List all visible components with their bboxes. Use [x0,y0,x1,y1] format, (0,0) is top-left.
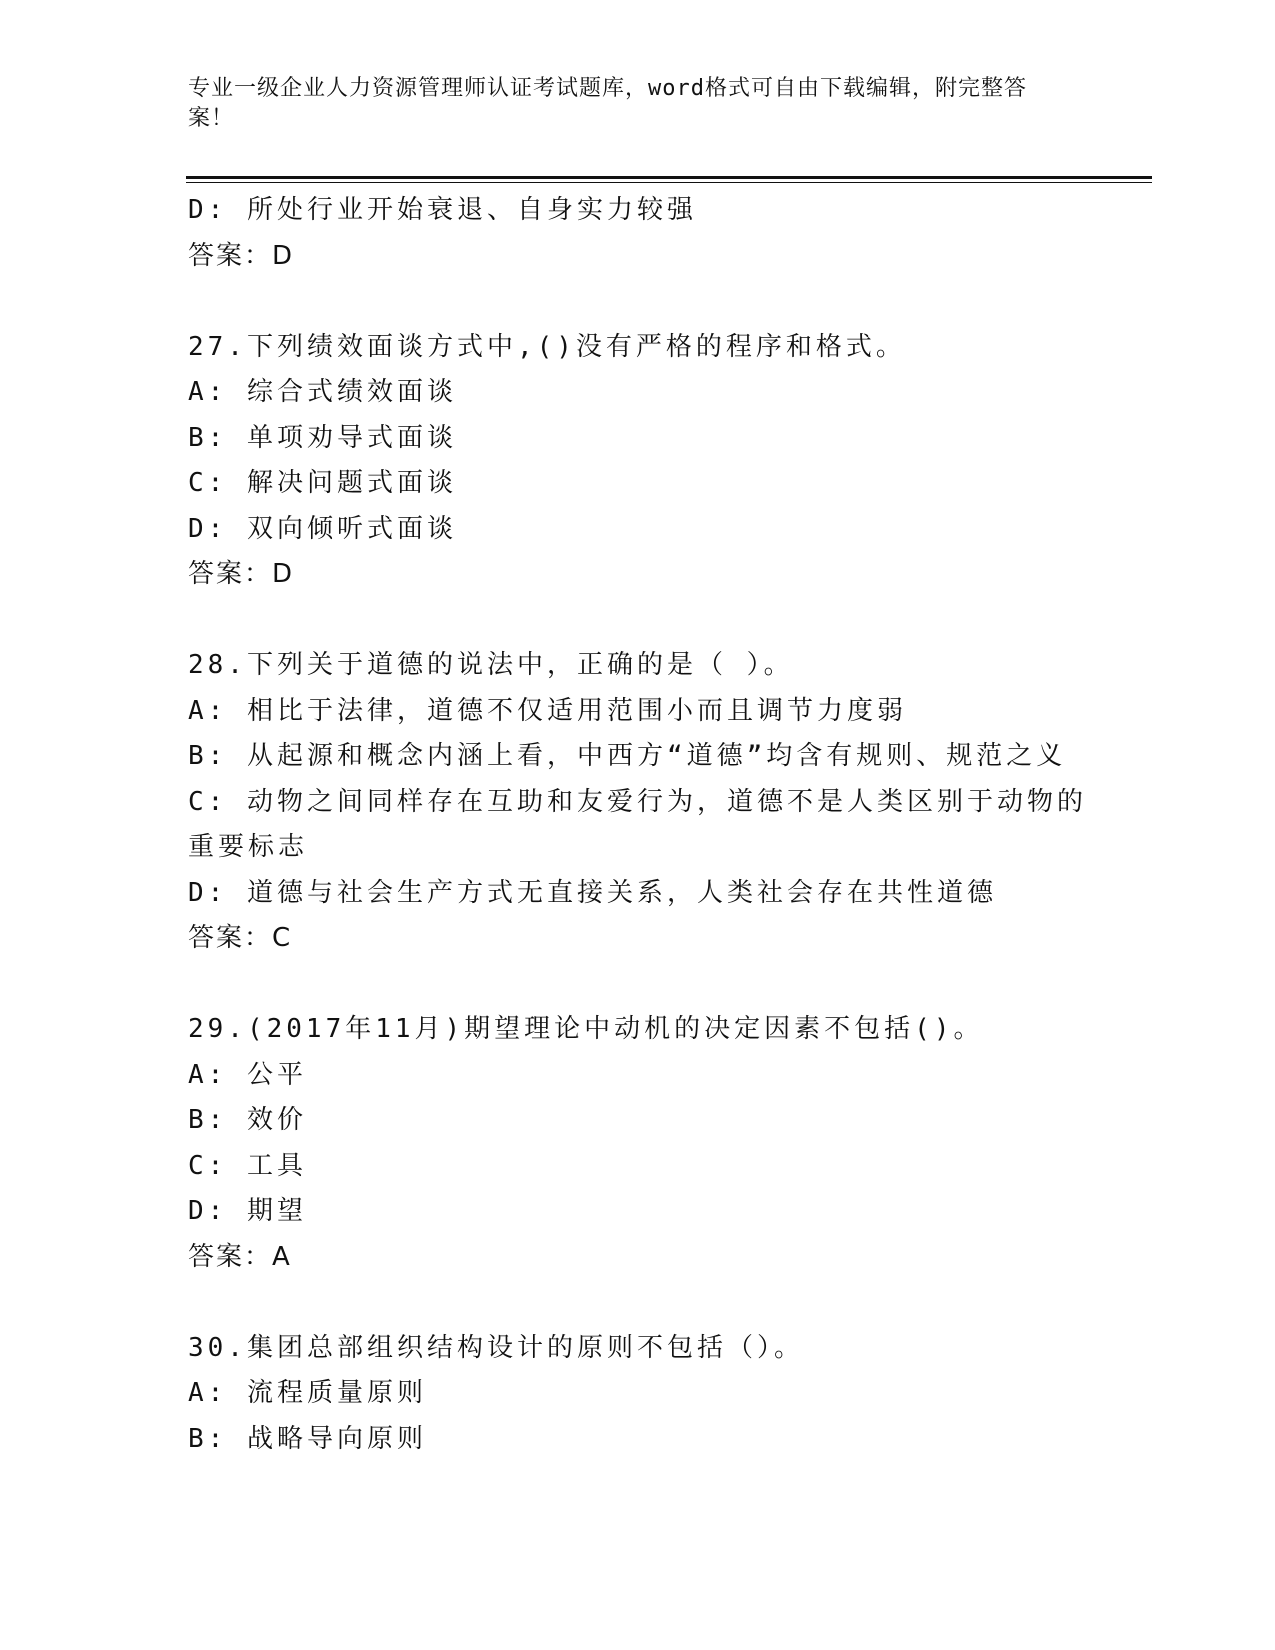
answer: 答案：A [188,1241,292,1272]
spacer [188,279,1088,325]
question-30 [188,1326,1088,1463]
spacer [188,962,1088,1008]
header-divider-thick [186,176,1152,179]
spacer [188,598,1088,644]
question-stem: 30.集团总部组织结构设计的原则不包括（）。 [188,1332,804,1363]
option-c: C: 工具 [188,1150,307,1181]
option-d: D: 双向倾听式面谈 [188,513,457,544]
option-c: C: 动物之间同样存在互助和友爱行为，道德不是人类区别于动物的重要标志 [188,786,1087,862]
page-header: 专业一级企业人力资源管理师认证考试题库，word格式可自由下载编辑，附完整答案！ [188,76,1027,131]
option-b: B: 单项劝导式面谈 [188,422,457,453]
option-d: D: 期望 [188,1196,307,1226]
question-27 [188,325,1088,598]
option-b: B: 战略导向原则 [188,1423,427,1454]
question-29 [188,1007,1088,1280]
option-c: C: 解决问题式面谈 [188,468,457,498]
answer: 答案：C [188,923,293,953]
answer: 答案：D [188,559,295,589]
option-b: B: 从起源和概念内涵上看，中西方“道德”均含有规则、规范之义 [188,741,1067,771]
prev-answer: 答案：D [188,240,295,271]
question-stem: 29.(2017年11月)期望理论中动机的决定因素不包括()。 [188,1014,984,1044]
question-content [188,188,1088,1462]
prev-option-d: D: 所处行业开始衰退、自身实力较强 [188,195,697,225]
option-a: A: 公平 [188,1059,307,1090]
spacer [188,1280,1088,1326]
option-a: A: 综合式绩效面谈 [188,377,457,407]
header-divider-thin [186,182,1152,183]
option-a: A: 流程质量原则 [188,1378,427,1408]
question-stem: 27.下列绩效面谈方式中,()没有严格的程序和格式。 [188,331,906,362]
question-stem: 28.下列关于道德的说法中，正确的是（ ）。 [188,650,794,680]
question-28 [188,643,1088,962]
option-b: B: 效价 [188,1105,307,1135]
option-a: A: 相比于法律，道德不仅适用范围小而且调节力度弱 [188,695,907,726]
option-d: D: 道德与社会生产方式无直接关系，人类社会存在共性道德 [188,877,997,908]
